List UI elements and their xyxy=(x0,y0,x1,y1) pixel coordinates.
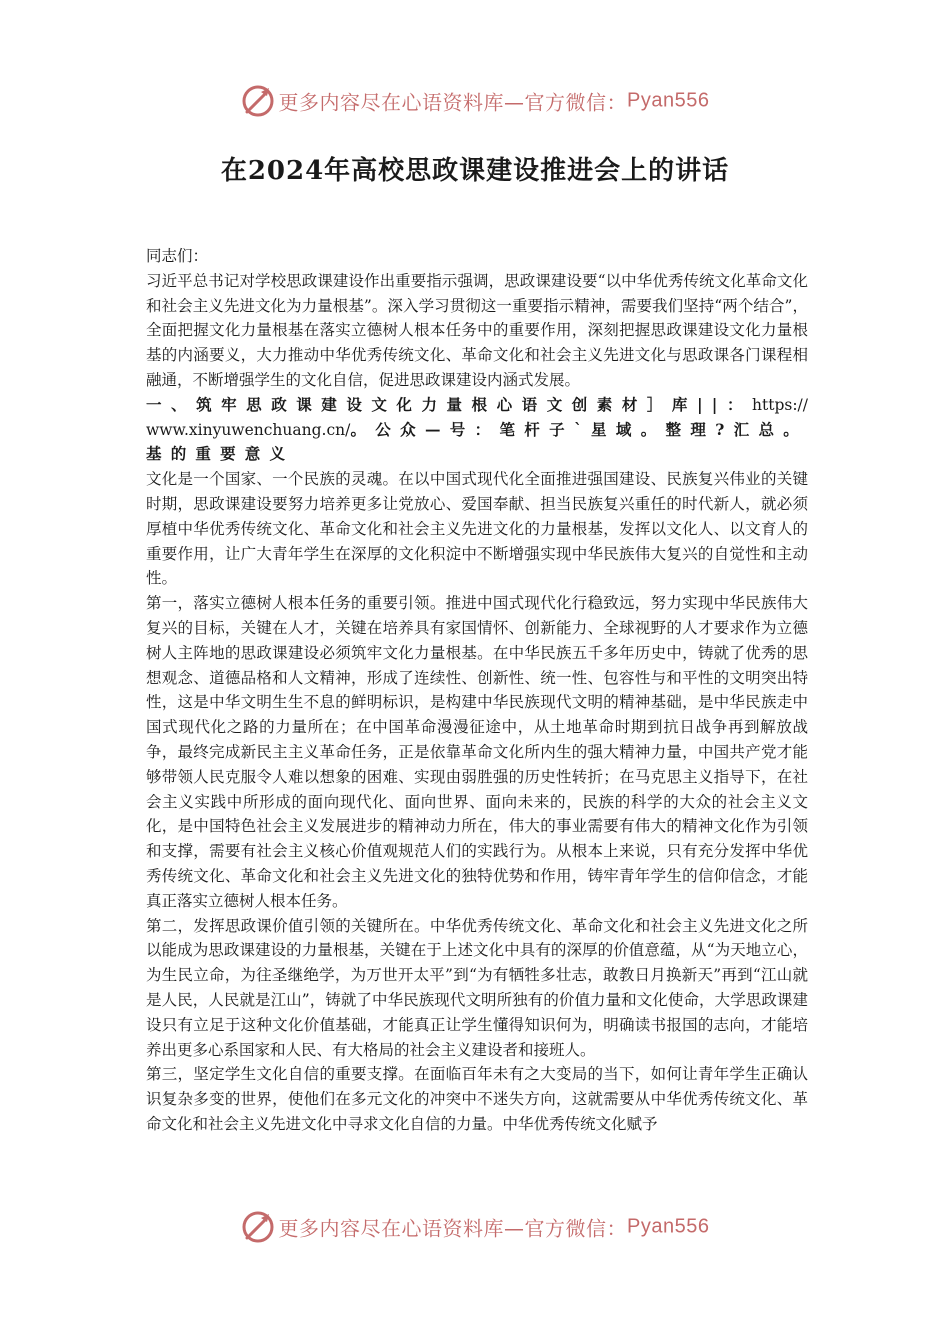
section-heading-1 xyxy=(146,393,808,467)
pen-logo-icon xyxy=(241,84,275,118)
document-title: 在2024年高校思政课建设推进会上的讲话 xyxy=(220,156,730,186)
paragraph-first: 第一，落实立德树人根本任务的重要引领。推进中国式现代化行稳致远，努力实现中华民族伟大复兴的目标，关键在人才，关键在培养具有家国情怀、创新能力、全球视野的人才要求作为立德树人主阵地的思政课建设必须筑牢文化力量根基。在中华民族五千多年历史中，铸就了优秀的思想观念、道德品格和人文精神，形成了连续性、创新性、统一性、包容性与和平性的文明突出特性，这是中华文明生生不息的鲜明标识，是构建中华民族现代文明的精神基础，是中华民族走中国式现代化之路的力量所在；在中国革命漫漫征途中，从土地革命时期到抗日战争再到解放战争，最终完成新民主主义革命任务，正是依靠革命文化所内生的强大精神力量，中国共产党才能够带领人民克服令人难以想象的困难、实现由弱胜强的历史性转折；在马克思主义指导下，在社会主义实践中所形成的面向现代化、面向世界、面向未来的，民族的科学的大众的社会主义文化，是中国特色社会主义发展进步的精神动力所在，伟大的事业需要有伟大的精神文化作为引领和支撑，需要有社会主义核心价值观规范人们的实践行为。从根本上来说，只有充分发挥中华优秀传统文化、革命文化和社会主义先进文化的独特优势和作用，铸牢青年学生的信仰信念，才能真正落实立德树人根本任务。 xyxy=(146,594,808,910)
paragraph-third: 第三，坚定学生文化自信的重要支撑。在面临百年未有之大变局的当下，如何让青年学生正确认识复杂多变的世界，使他们在多元文化的冲突中不迷失方向，这就需要从中华优秀传统文化、革命文化和社会主义先进文化中寻求文化自信的力量。中华优秀传统文化赋予 xyxy=(146,1065,808,1133)
banner-wechat-id: Pyan556 xyxy=(627,1215,710,1238)
paragraph-culture: 文化是一个国家、一个民族的灵魂。在以中国式现代化全面推进强国建设、民族复兴伟业的关键时期，思政课建设要努力培养更多让党放心、爱国奉献、担当民族复兴重任的时代新人，就必须厚植中华优秀传统文化、革命文化和社会主义先进文化的力量根基，发挥以文化人、以文育人的重要作用，让广大青年学生在深厚的文化积淀中不断增强实现中华民族伟大复兴的自觉性和主动性。 xyxy=(146,470,808,588)
intro-paragraph: 习近平总书记对学校思政课建设作出重要指示强调，思政课建设要“以中华优秀传统文化革命文化和社会主义先进文化为力量根基”。深入学习贯彻这一重要指示精神，需要我们坚持“两个结合”，全面把握文化力量根基在落实立德树人根本任务中的重要作用，深刻把握思政课建设文化力量根基的内涵要义，大力推动中华优秀传统文化、革命文化和社会主义先进文化与思政课各门课程相融通，不断增强学生的文化自信，促进思政课建设内涵式发展。 xyxy=(146,271,808,389)
banner-text: 更多内容尽在心语资料库—官方微信： xyxy=(278,90,628,115)
footer-banner xyxy=(0,1210,950,1244)
paragraph-second: 第二，发挥思政课价值引领的关键所在。中华优秀传统文化、革命文化和社会主义先进文化之所以能成为思政课建设的力量根基，关键在于上述文化中具有的深厚的价值意蕴，从“为天地立心，为生民立命，为往圣继绝学，为万世开太平”到“为有牺牲多壮志，敢教日月换新天”再到“江山就是人民，人民就是江山”，铸就了中华民族现代文明所独有的价值力量和文化使命，大学思政课建设只有立足于这种文化价值基础，才能真正让学生懂得知识何为，明确读书报国的志向，才能培养出更多心系国家和人民、有大格局的社会主义建设者和接班人。 xyxy=(146,916,808,1059)
banner-text: 更多内容尽在心语资料库—官方微信： xyxy=(278,1216,628,1241)
pen-logo-icon xyxy=(241,1210,275,1244)
header-banner xyxy=(0,84,950,118)
heading-url-link[interactable]: https://www.xinyuwenchuang.cn/ xyxy=(146,395,808,439)
section-heading-text: 一、筑牢思政课建设文化力量根心语文创素材］库||： xyxy=(146,394,753,414)
banner-wechat-id: Pyan556 xyxy=(627,89,710,112)
salutation: 同志们： xyxy=(146,247,209,265)
section-heading-tail: 。公众—号：笔杆子`星域。整理?汇总。基的重要意义 xyxy=(146,419,808,464)
document-body xyxy=(146,244,808,1137)
